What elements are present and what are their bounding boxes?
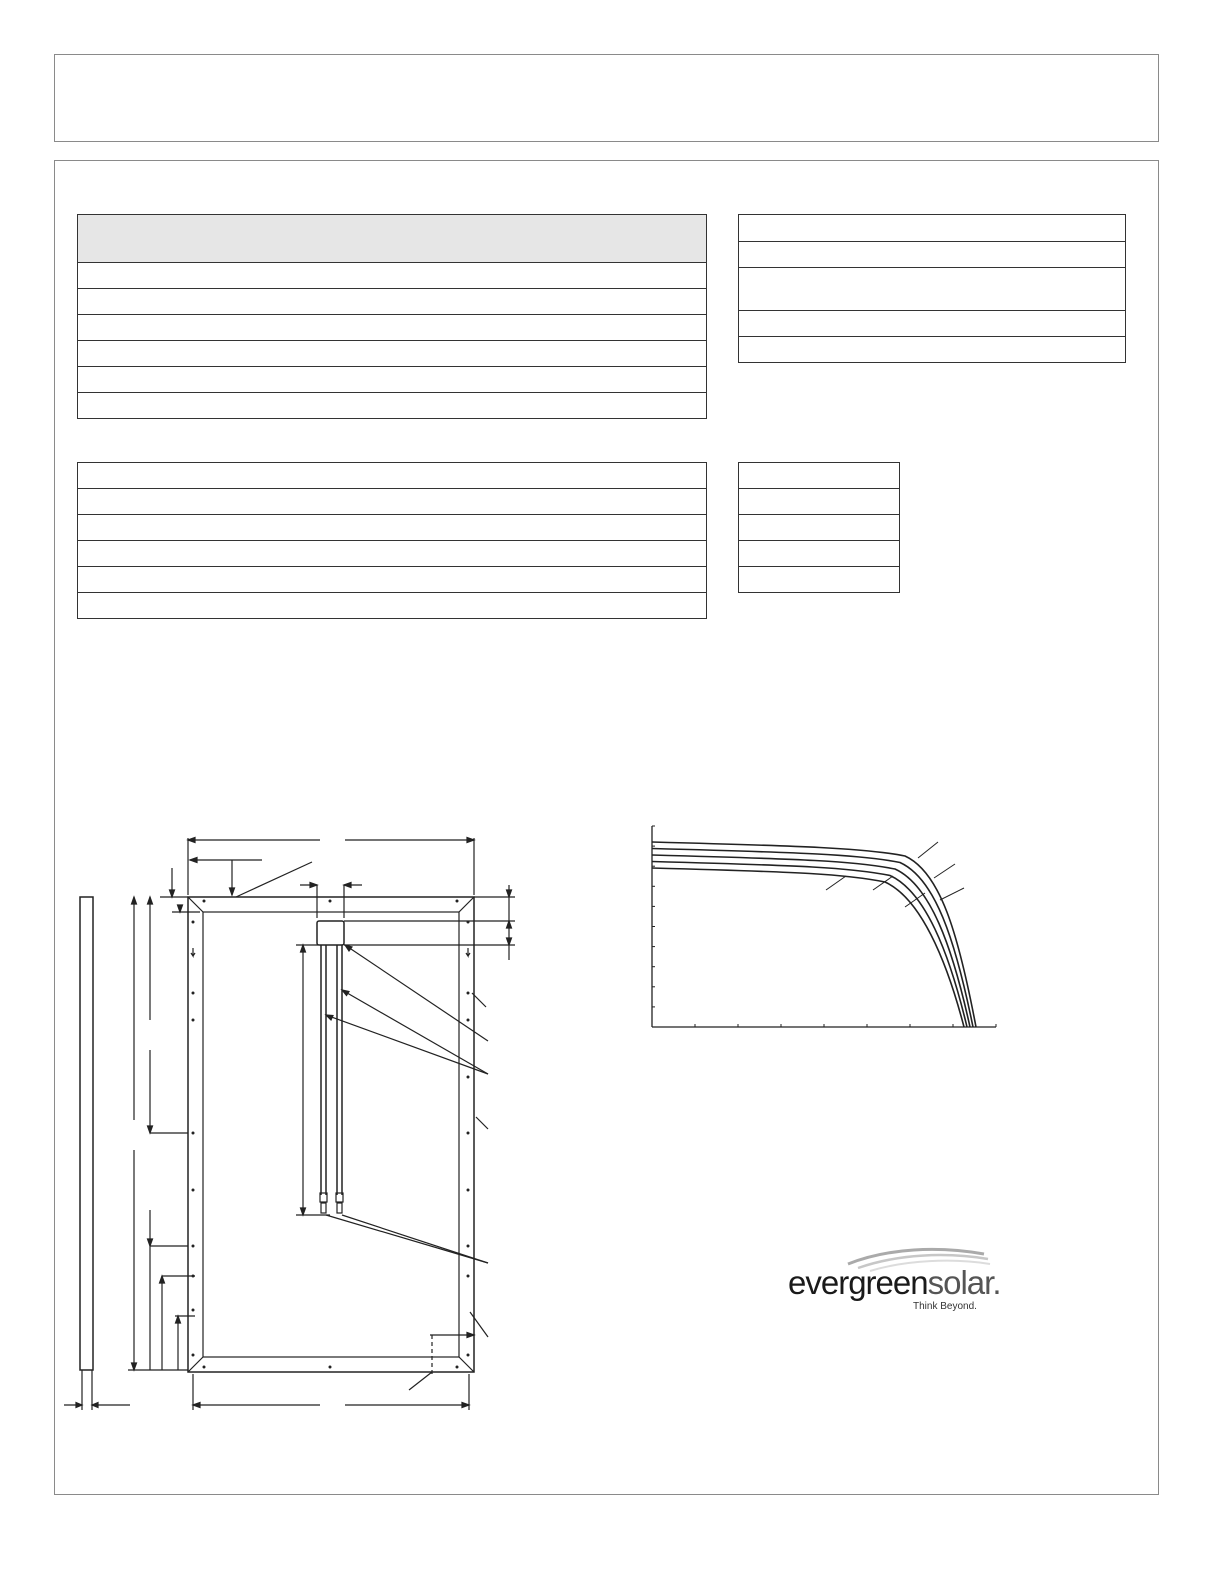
series-leader-line — [934, 864, 955, 878]
brand-tagline: Think Beyond. — [913, 1301, 977, 1312]
brand-name-part2: solar — [927, 1264, 993, 1301]
iv-curve-series — [652, 849, 973, 1028]
series-leader-line — [826, 876, 846, 890]
brand-name-dot: . — [992, 1264, 1001, 1301]
series-leader-line — [940, 888, 964, 900]
series-leader-line — [918, 842, 938, 858]
brand-logo — [788, 1242, 1001, 1312]
iv-curve-series — [652, 862, 967, 1028]
iv-curve-series — [652, 868, 964, 1027]
brand-name-part1: evergreen — [788, 1264, 928, 1301]
series-leader-line — [873, 876, 893, 890]
brand-wordmark — [788, 1264, 1001, 1302]
